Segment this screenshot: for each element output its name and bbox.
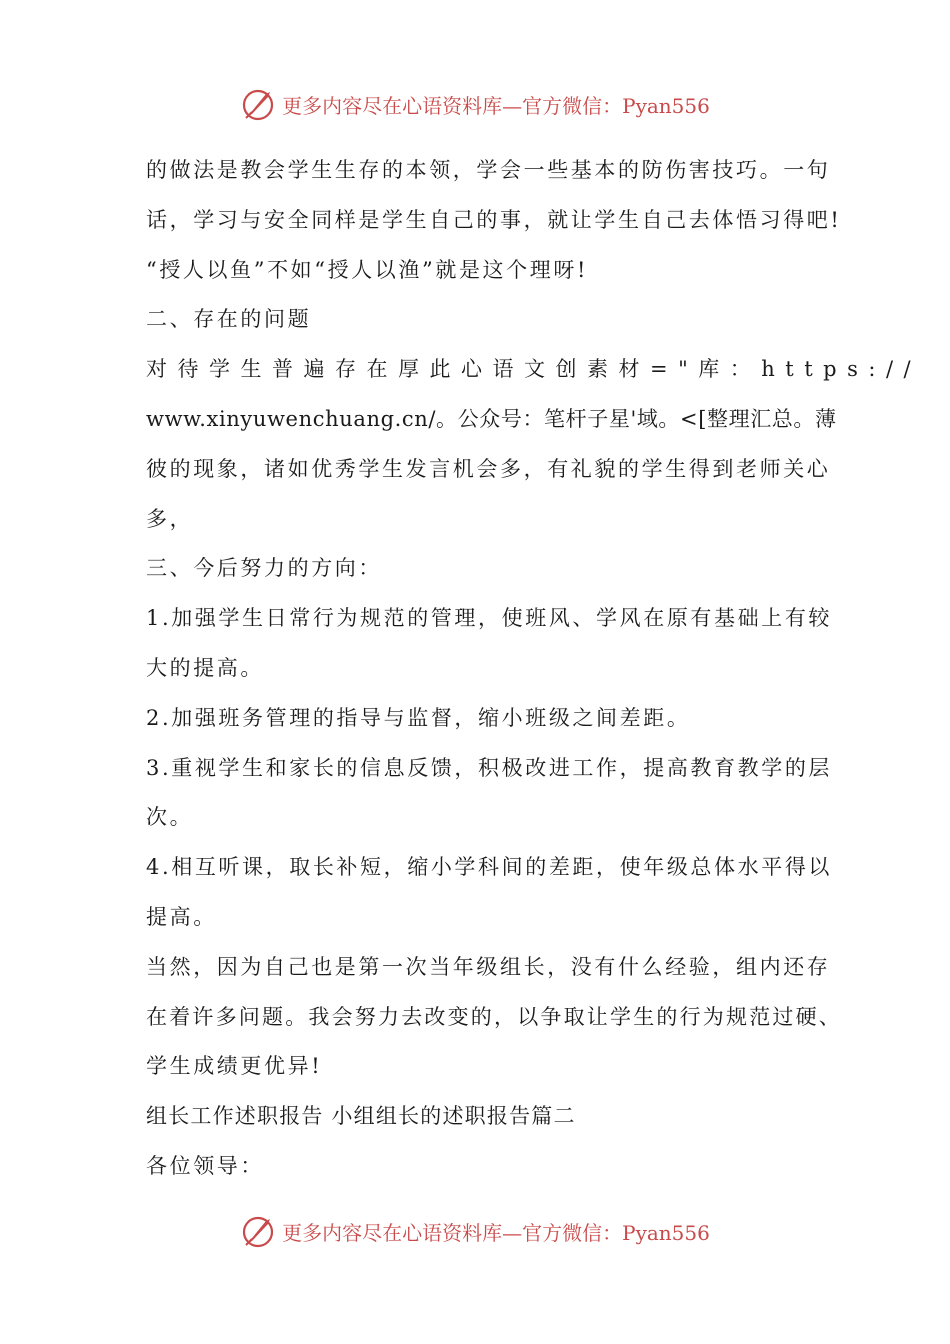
header-watermark: [0, 82, 950, 126]
quill-logo-icon: [240, 86, 276, 122]
text-line: 提高。: [146, 904, 217, 929]
text-line: www.xinyuwenchuang.cn/。公众号：笔杆子星'域。<[整理汇总。薄: [146, 406, 837, 431]
list-item: 2.加强班务管理的指导与监督，缩小班级之间差距。: [146, 705, 691, 730]
section-heading: 二、存在的问题: [146, 307, 312, 332]
text-line: 学生成绩更优异!: [146, 1054, 323, 1079]
text-line: 在着许多问题。我会努力去改变的，以争取让学生的行为规范过硬、: [146, 1004, 842, 1029]
text-line: 话，学习与安全同样是学生自己的事，就让学生自己去体悟习得吧!: [146, 207, 842, 232]
watermark-text: 更多内容尽在心语资料库—官方微信：Pyan556: [282, 1220, 710, 1245]
watermark-text: 更多内容尽在心语资料库—官方微信：Pyan556: [282, 93, 710, 118]
text-line: 次。: [146, 805, 194, 830]
quill-logo-icon: [240, 1213, 276, 1249]
report-title: 组长工作述职报告 小组组长的述职报告篇二: [146, 1104, 576, 1129]
document-body: [146, 146, 922, 1192]
list-item: 1.加强学生日常行为规范的管理，使班风、学风在原有基础上有较: [146, 606, 833, 631]
text-line: 对待学生普遍存在厚此心语文创素材="库：https://: [146, 357, 922, 382]
list-item: 3.重视学生和家长的信息反馈，积极改进工作，提高教育教学的层: [146, 755, 833, 780]
text-line: 多，: [146, 506, 194, 531]
section-heading: 三、今后努力的方向：: [146, 556, 382, 581]
text-line: 大的提高。: [146, 655, 264, 680]
text-line: 当然，因为自己也是第一次当年级组长，没有什么经验，组内还存: [146, 954, 831, 979]
footer-watermark: [0, 1209, 950, 1253]
text-line: 彼的现象，诸如优秀学生发言机会多，有礼貌的学生得到老师关心: [146, 456, 831, 481]
salutation: 各位领导：: [146, 1153, 264, 1178]
list-item: 4.相互听课，取长补短，缩小学科间的差距，使年级总体水平得以: [146, 855, 833, 880]
text-line: “授人以鱼”不如“授人以渔”就是这个理呀!: [146, 257, 588, 282]
text-line: 的做法是教会学生生存的本领，学会一些基本的防伤害技巧。一句: [146, 158, 831, 182]
